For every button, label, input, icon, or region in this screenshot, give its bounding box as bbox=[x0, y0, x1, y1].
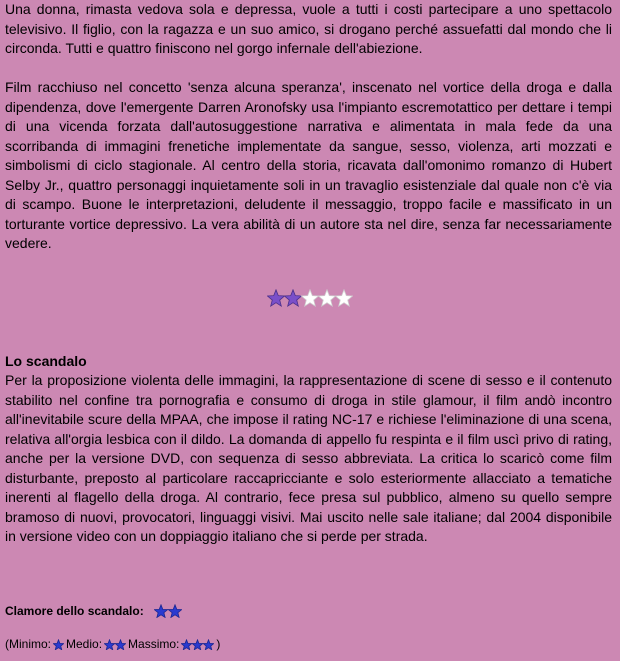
star-icon bbox=[168, 605, 181, 618]
star-icon bbox=[154, 605, 167, 618]
star-icon bbox=[301, 290, 318, 306]
star-icon bbox=[115, 639, 125, 649]
legend-massimo: Massimo: bbox=[128, 637, 180, 651]
scandal-paragraph: Per la proposizione violenta delle immagini, la rappresentazione di scene di sesso e il contenuto stabilito nel confine tra pornografia e consumo di droga in stile glamour, il film andò incontro all'inevitabile scure della MPAA, che impose il rating NC-17 e richiese l'eliminazione di una scena, relativa all'orgia lesbica con il dildo. La domanda di appello fu respinta e il film uscì privo di rating, anche per la versione DVD, con sequenza di sesso abbreviata. La critica lo scaricò come film disturbante, preposto al particolare raccapricciante e solo esteriormente allacciato a tematiche inerenti al flagello della droga. Al contrario, fece presa sul pubblico, almeno su quello sempre bramoso di nuovi, provocatori, linguaggi visivi. Mai uscito nelle sale italiane; dal 2004 disponibile in versione video con un doppiaggio italiano che si perde per strada. bbox=[5, 372, 612, 544]
scandal-score-stars bbox=[154, 604, 182, 618]
film-rating bbox=[0, 289, 620, 309]
review-paragraph-synopsis: Una donna, rimasta vedova sola e depressa, vuole a tutti i costi partecipare a uno spettacolo televisivo. Il figlio, con la ragazza e un suo amico, si drogano perché assuefatti dal mondo che li circonda. Tutti e quattro finiscono nel gorgo infernale dell'abiezione. bbox=[5, 1, 612, 56]
star-icon bbox=[104, 639, 114, 649]
rating-stars bbox=[267, 289, 353, 306]
scandal-heading: Lo scandalo bbox=[5, 353, 87, 369]
legend-med-stars bbox=[104, 639, 126, 650]
star-icon bbox=[53, 639, 63, 649]
scandal-legend bbox=[5, 636, 220, 652]
stars-svg bbox=[267, 289, 353, 307]
review-paragraph-critique: Film racchiuso nel concetto 'senza alcuna speranza', inscenato nel vortice della droga e dalla dipendenza, dove l'emergente Darren Aronofsky usa l'impianto escremotattico per dettare i tempi di una vicenda forzata dall'autosuggestione narrativa e alimentata in mala fede da una scorribanda di immagini frenetiche implementate da sangue, sesso, violenza, arti mozzati e simbolismi di ciclo stagionale. Al centro della storia, ricavata dall'omonimo romanzo di Hubert Selby Jr., quattro personaggi inquietamente soli in un travaglio esistenziale dal quale non c'è via di scampo. Buone le interpretazioni, deludente il messaggio, troppo facile e massificato in un torturante vortice depressivo. La vera abilità di un autore sta nel dire, senza far necessariamente vedere. bbox=[5, 79, 612, 251]
legend-min-stars bbox=[53, 639, 64, 650]
star-icon bbox=[182, 639, 192, 649]
legend-max-stars bbox=[181, 639, 214, 650]
stars-svg bbox=[181, 639, 214, 650]
star-icon bbox=[318, 290, 335, 306]
scandal-score-label: Clamore dello scandalo: bbox=[5, 604, 144, 618]
stars-svg bbox=[53, 639, 64, 650]
legend-medio: Medio: bbox=[66, 637, 103, 651]
legend-close: ) bbox=[216, 637, 221, 651]
star-icon bbox=[204, 639, 214, 649]
legend-open: (Minimo: bbox=[5, 637, 52, 651]
star-icon bbox=[284, 290, 301, 306]
star-icon bbox=[267, 290, 284, 306]
stars-svg bbox=[104, 639, 126, 650]
star-icon bbox=[193, 639, 203, 649]
stars-svg bbox=[154, 604, 182, 618]
star-icon bbox=[335, 290, 352, 306]
scandal-score bbox=[5, 603, 182, 619]
